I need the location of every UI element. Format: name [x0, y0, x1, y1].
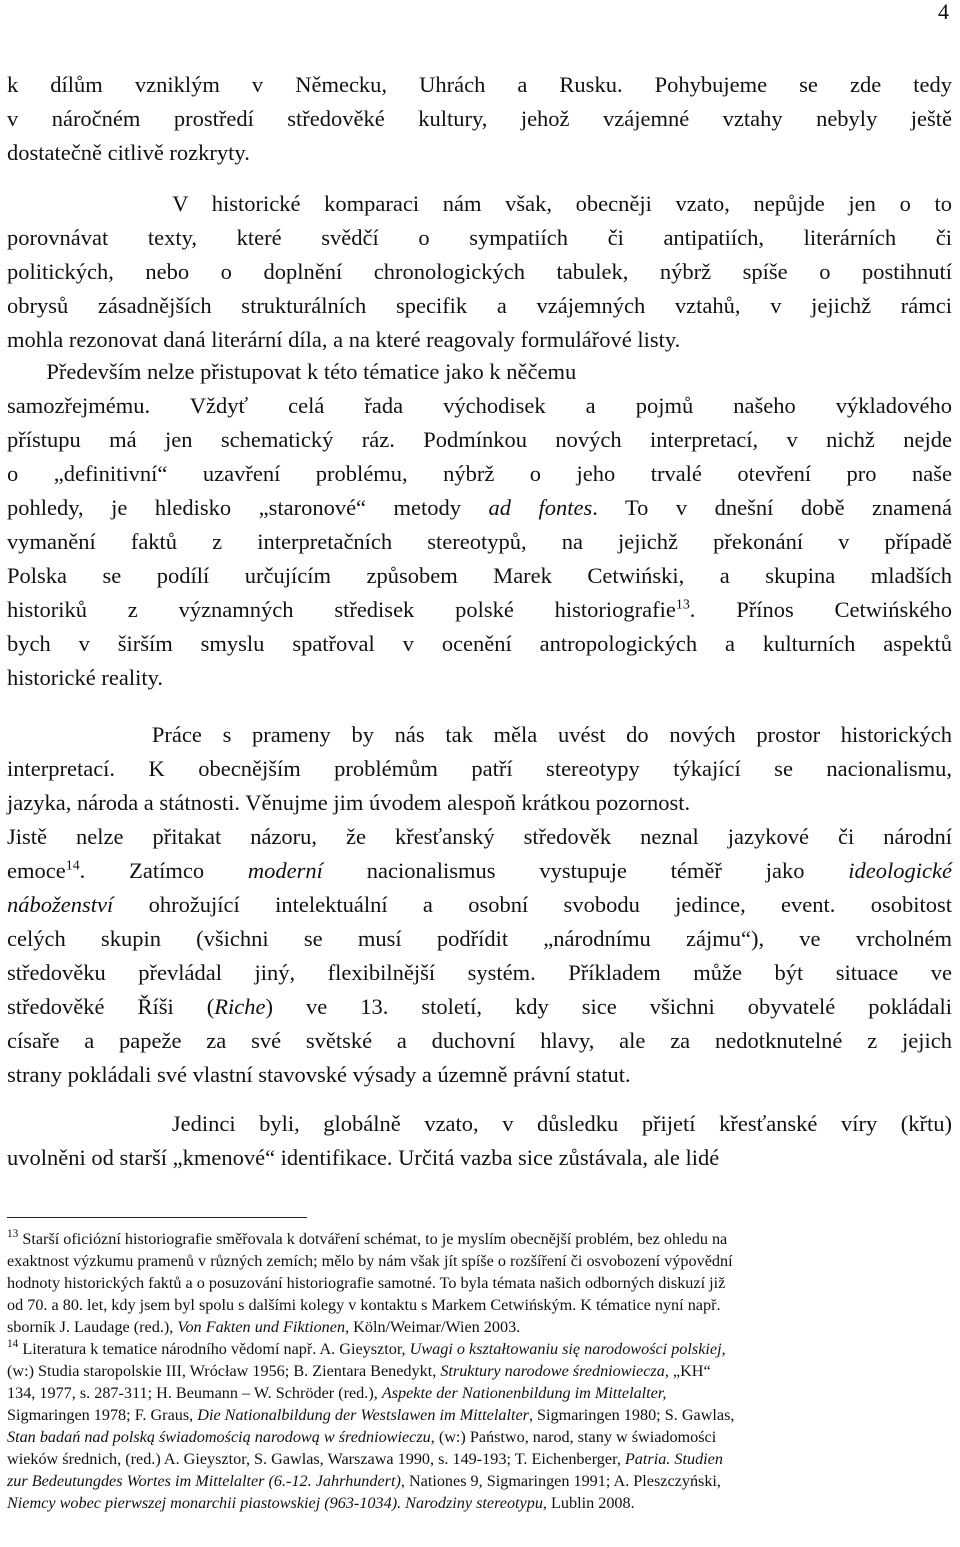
text-line — [7, 888, 952, 922]
text-run: Práce s prameny by nás tak měla uvést do nových prostor historických — [7, 722, 952, 747]
text-run: uvolněni od starší „kmenové“ identifikace. Určitá vazba sice zůstávala, ale lidé — [7, 1145, 720, 1170]
text-run: nacionalismus vystupuje téměř jako — [322, 858, 849, 883]
text-run: Jedinci byli, globálně vzato, v důsledku přijetí křesťanské víry (křtu) — [7, 1111, 952, 1136]
italic-text: Aspekte der Nationenbildung im Mittelalter, — [381, 1384, 667, 1402]
text-run: . To v dnešní době znamená — [592, 495, 952, 520]
text-line — [7, 221, 952, 255]
text-run: , Sigmaringen 1980; S. Gawlas, — [528, 1406, 735, 1424]
text-run: o „definitivní“ uzavření problému, nýbrž o jeho trvalé otevření pro naše — [7, 461, 952, 486]
text-run: celých skupin (všichni se musí podřídit „národnímu zájmu“), ve vrcholném — [7, 926, 952, 951]
text-line — [7, 525, 952, 559]
footnote-line — [7, 1295, 952, 1315]
italic-text: zur Bedeutungdes Wortes im Mittelalter (6.-12. Jahrhundert) — [7, 1472, 401, 1490]
italic-text: ideologické — [848, 858, 952, 883]
text-line — [7, 323, 952, 357]
footnote-line — [7, 1471, 952, 1491]
italic-text: Niemcy wobec pierwszej monarchii piastowskiej (963-1034). Narodziny stereotypu — [7, 1494, 543, 1512]
text-line — [7, 136, 952, 170]
text-line — [7, 661, 952, 695]
text-line — [7, 786, 952, 820]
text-run: interpretací. K obecnějším problémům patří stereotypy týkající se nacionalismu, — [7, 756, 952, 781]
footnote-line — [7, 1427, 952, 1447]
footnote-line — [7, 1273, 952, 1293]
text-line — [7, 1107, 952, 1141]
italic-text: Uwagi o kształtowaniu się narodowości polskiej — [409, 1340, 722, 1358]
text-line — [7, 922, 952, 956]
text-run: Sigmaringen 1978; F. Graus, — [7, 1406, 198, 1424]
text-line — [7, 289, 952, 323]
text-line — [7, 389, 952, 423]
text-run: porovnávat texty, které svědčí o sympatiích či antipatiích, literárních či — [7, 225, 952, 250]
text-run: pohledy, je hledisko „staronové“ metody — [7, 495, 489, 520]
text-run: 134, 1977, s. 287-311; H. Beumann – W. Schröder (red.), — [7, 1384, 382, 1402]
text-line — [7, 102, 952, 136]
text-run: . Přínos Cetwińského — [689, 597, 952, 622]
text-line — [7, 990, 952, 1024]
footnote-line — [7, 1251, 952, 1271]
text-run: vymanění faktů z interpretačních stereotypů, na jejichž překonání v případě — [7, 529, 952, 554]
footnote-line — [7, 1361, 952, 1381]
text-run: mohla rezonovat daná literární díla, a na které reagovaly formulářové listy. — [7, 327, 681, 352]
footnote-line — [7, 1317, 952, 1337]
italic-text: ad fontes — [488, 495, 593, 520]
italic-text: náboženství — [7, 892, 114, 917]
text-line — [7, 68, 952, 102]
italic-text: Riche — [214, 994, 266, 1019]
text-run: k dílům vzniklým v Německu, Uhrách a Rusku. Pohybujeme se zde tedy — [7, 72, 952, 97]
text-run: Polska se podílí určujícím způsobem Marek Cetwiński, a skupina mladších — [7, 563, 952, 588]
text-run: politických, nebo o doplnění chronologických tabulek, nýbrž spíše o postihnutí — [7, 259, 952, 284]
italic-text: Die Nationalbildung der Westslawen im Mittelalter — [197, 1406, 529, 1424]
text-run: (w:) Studia staropolskie III, Wrócław 1956; B. Zientara Benedykt, — [7, 1362, 441, 1380]
text-run: samozřejmému. Vždyť celá řada východisek a pojmů našeho výkladového — [7, 393, 952, 418]
footnote-line — [7, 1229, 952, 1249]
italic-text: Von Fakten und Fiktionen — [177, 1318, 346, 1336]
text-run: sborník J. Laudage (red.), — [7, 1318, 178, 1336]
text-line — [7, 457, 952, 491]
text-run: strany pokládali své vlastní stavovské výsady a územně právní statut. — [7, 1062, 631, 1087]
footnote-line — [7, 1493, 952, 1513]
text-line — [7, 491, 952, 525]
text-run: Jistě nelze přitakat názoru, že křesťanský středověk neznal jazykové či národní — [7, 824, 952, 849]
text-line — [7, 1141, 952, 1175]
text-run: jazyka, národa a státnosti. Věnujme jim úvodem alespoň krátkou pozornost. — [7, 790, 691, 815]
text-run: Starší oficiózní historiografie směřovala k dotváření schémat, to je myslím obecnější problém, bez ohledu na — [18, 1230, 728, 1248]
footnote-line — [7, 1383, 952, 1403]
italic-text: moderní — [247, 858, 323, 883]
page-number: 4 — [938, 0, 949, 24]
text-run: „KH“ — [668, 1362, 711, 1380]
footnote-separator — [7, 1217, 307, 1218]
text-line — [7, 627, 952, 661]
text-line — [7, 1058, 952, 1092]
text-line — [7, 752, 952, 786]
text-run: od 70. a 80. let, kdy jsem byl spolu s dalšími kolegy v kontaktu s Markem Cetwińským. K tématice nyní např. — [7, 1296, 721, 1314]
footnote-marker: 13 — [675, 597, 690, 613]
text-run: císaře a papeže za své světské a duchovní hlavy, ale za nedotknutelné z jejich — [7, 1028, 952, 1053]
text-line — [7, 854, 952, 888]
text-run: , Köln/Weimar/Wien 2003. — [345, 1318, 521, 1336]
text-run: bych v širším smyslu spatřoval v ocenění antropologických a kulturních aspektů — [7, 631, 952, 656]
text-run: V historické komparaci nám však, obecněji vzato, nepůjde jen o to — [7, 191, 952, 216]
text-line — [7, 718, 952, 752]
footnote-marker: 13 — [7, 1227, 19, 1240]
italic-text: Patria. Studien — [624, 1450, 723, 1468]
text-run: . Zatímco — [79, 858, 248, 883]
text-run: wieków średnich, (red.) A. Gieysztor, S. Gawlas, Warszawa 1990, s. 149-193; T. Eichenberger, — [7, 1450, 625, 1468]
text-run: historiků z významných středisek polské historiografie — [7, 597, 676, 622]
text-line — [7, 593, 952, 627]
footnote-marker: 14 — [7, 1337, 19, 1350]
text-line — [7, 187, 952, 221]
text-run: středověku převládal jiný, flexibilnější systém. Příkladem může být situace ve — [7, 960, 952, 985]
text-run: Především nelze přistupovat k této tématice jako k něčemu — [7, 359, 577, 384]
footnote-line — [7, 1449, 952, 1469]
text-run: Literatura k tematice národního vědomí např. A. Gieysztor, — [18, 1340, 410, 1358]
text-line — [7, 1024, 952, 1058]
text-line — [7, 355, 952, 389]
text-run: středověké Říši ( — [7, 994, 215, 1019]
text-line — [7, 423, 952, 457]
text-run: , Lublin 2008. — [542, 1494, 635, 1512]
text-run: , Nationes 9, Sigmaringen 1991; A. Pleszczyński, — [400, 1472, 721, 1490]
text-run: dostatečně citlivě rozkryty. — [7, 140, 250, 165]
text-run: ohrožující intelektuální a osobní svobodu jedince, event. osobitost — [113, 892, 952, 917]
italic-text: Stan badań nad polską świadomością narodową w średniowieczu — [7, 1428, 431, 1446]
text-line — [7, 820, 952, 854]
text-run: hodnoty historických faktů a o posuzování historiografie samotné. To byla témata našich odborných diskuzí již — [7, 1274, 726, 1292]
text-run: emoce — [7, 858, 66, 883]
text-line — [7, 956, 952, 990]
text-run: přístupu má jen schematický ráz. Podmínkou nových interpretací, v nichž nejde — [7, 427, 952, 452]
text-run: obrysů zásadnějších strukturálních specifik a vzájemných vztahů, v jejichž rámci — [7, 293, 952, 318]
text-run: exaktnost výzkumu pramenů v různých zemích; mělo by nám však jít spíše o rozšíření či osvobození výpovědní — [7, 1252, 733, 1270]
footnote-line — [7, 1339, 952, 1359]
text-run: v náročném prostředí středověké kultury, jehož vzájemné vztahy nebyly ještě — [7, 106, 952, 131]
text-line — [7, 255, 952, 289]
text-run: ) ve 13. století, kdy sice všichni obyvatelé pokládali — [265, 994, 952, 1019]
footnote-marker: 14 — [65, 858, 80, 874]
text-line — [7, 559, 952, 593]
footnote-line — [7, 1405, 952, 1425]
text-run: historické reality. — [7, 665, 163, 690]
italic-text: Struktury narodowe średniowiecza, — [440, 1362, 669, 1380]
text-run: , (w:) Państwo, narod, stany w świadomości — [430, 1428, 717, 1446]
text-run: , — [721, 1340, 726, 1358]
